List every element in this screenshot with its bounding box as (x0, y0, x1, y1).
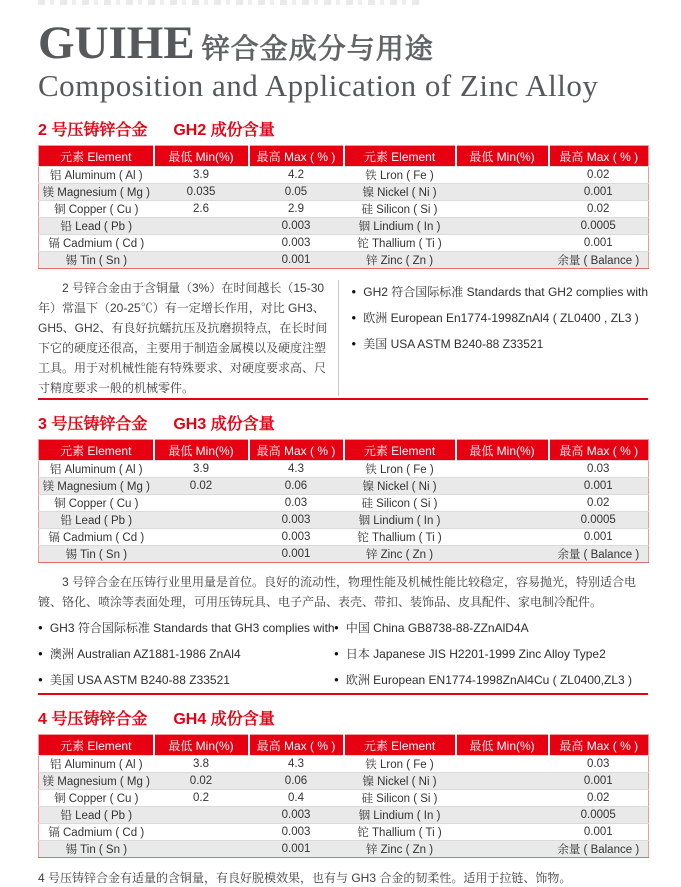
element-cell: 镉 Cadmium ( Cd ) (39, 529, 154, 546)
value-cell: 0.035 (154, 184, 249, 201)
value-cell: 0.003 (249, 529, 344, 546)
value-cell: 0.001 (549, 235, 649, 252)
section-title-gh3 (38, 411, 648, 434)
bullet-item: ● 美国 USA ASTM B240-88 Z33521 (38, 667, 334, 693)
gh3-standards-block (38, 615, 648, 693)
cut-off-header-text (38, 0, 423, 5)
table-row (39, 512, 649, 529)
column-header: 最低 Min(%) (456, 440, 549, 461)
value-cell (456, 773, 549, 790)
value-cell: 0.03 (549, 756, 649, 773)
value-cell (154, 807, 249, 824)
value-cell (456, 167, 549, 184)
page-title-en: Composition and Application of Zinc Alloy (38, 68, 599, 103)
element-cell: 镉 Cadmium ( Cd ) (39, 824, 154, 841)
value-cell: 0.05 (249, 184, 344, 201)
value-cell (154, 546, 249, 563)
gh3-standards-list-left (38, 615, 334, 693)
value-cell (456, 461, 549, 478)
value-cell (456, 807, 549, 824)
table-row (39, 546, 649, 563)
value-cell: 0.02 (549, 201, 649, 218)
bullet-item: ● 日本 Japanese JIS H2201-1999 Zinc Alloy Type2 (334, 641, 648, 667)
value-cell (456, 184, 549, 201)
value-cell (456, 824, 549, 841)
element-cell: 铅 Lead ( Pb ) (39, 807, 154, 824)
section-title-zh: 2 号压铸锌合金 (38, 122, 148, 139)
element-cell: 铁 Lron ( Fe ) (344, 756, 456, 773)
value-cell: 4.3 (249, 756, 344, 773)
value-cell: 0.02 (549, 495, 649, 512)
table-row (39, 235, 649, 252)
element-cell: 铅 Lead ( Pb ) (39, 512, 154, 529)
value-cell: 3.9 (154, 461, 249, 478)
value-cell (154, 529, 249, 546)
element-cell: 硅 Silicon ( Si ) (344, 201, 456, 218)
table-header-row (39, 440, 649, 461)
gh2-standards-list (351, 279, 648, 357)
value-cell: 0.001 (249, 841, 344, 858)
table-row (39, 478, 649, 495)
section-subtitle: GH2 成份含量 (173, 122, 275, 139)
bullet-item: ● 中国 China GB8738-88-ZZnAlD4A (334, 615, 648, 641)
table-row (39, 756, 649, 773)
table-row (39, 824, 649, 841)
column-header: 元素 Element (344, 735, 456, 756)
value-cell (154, 512, 249, 529)
value-cell (154, 235, 249, 252)
element-cell: 铁 Lron ( Fe ) (344, 167, 456, 184)
gh2-description-block (38, 278, 648, 398)
table-row (39, 201, 649, 218)
column-header: 最低 Min(%) (154, 146, 249, 167)
element-cell: 铊 Thallium ( Ti ) (344, 529, 456, 546)
section-title-gh2 (38, 117, 648, 140)
element-cell: 铝 Aluminum ( Al ) (39, 461, 154, 478)
element-cell: 铁 Lron ( Fe ) (344, 461, 456, 478)
red-rule (38, 693, 648, 695)
table-row (39, 252, 649, 269)
element-cell: 铜 Copper ( Cu ) (39, 790, 154, 807)
value-cell: 0.06 (249, 478, 344, 495)
value-cell: 余量 ( Balance ) (549, 841, 649, 858)
element-cell: 镁 Magnesium ( Mg ) (39, 478, 154, 495)
value-cell: 0.001 (549, 824, 649, 841)
table-row (39, 773, 649, 790)
element-cell: 锌 Zinc ( Zn ) (344, 841, 456, 858)
red-rule (38, 398, 648, 400)
bullet-item: ● 澳洲 Australian AZ1881-1986 ZnAl4 (38, 641, 334, 667)
table-row (39, 807, 649, 824)
value-cell (456, 529, 549, 546)
value-cell: 余量 ( Balance ) (549, 546, 649, 563)
element-cell: 锡 Tin ( Sn ) (39, 252, 154, 269)
page-header (38, 17, 648, 69)
table-row (39, 184, 649, 201)
column-header: 最高 Max ( % ) (549, 146, 649, 167)
column-header: 元素 Element (39, 440, 154, 461)
column-header: 最低 Min(%) (456, 146, 549, 167)
value-cell (154, 824, 249, 841)
column-header: 最高 Max ( % ) (249, 735, 344, 756)
table-row (39, 218, 649, 235)
value-cell (154, 841, 249, 858)
composition-table-gh4 (38, 734, 649, 858)
column-header: 最高 Max ( % ) (549, 440, 649, 461)
table-row (39, 495, 649, 512)
value-cell: 0.001 (549, 478, 649, 495)
value-cell (456, 546, 549, 563)
column-header: 最低 Min(%) (154, 735, 249, 756)
element-cell: 锡 Tin ( Sn ) (39, 546, 154, 563)
element-cell: 铟 Lindium ( In ) (344, 807, 456, 824)
value-cell (456, 218, 549, 235)
value-cell (456, 495, 549, 512)
section-title-gh4 (38, 706, 648, 729)
value-cell: 3.8 (154, 756, 249, 773)
element-cell: 硅 Silicon ( Si ) (344, 495, 456, 512)
element-cell: 镍 Nickel ( Ni ) (344, 184, 456, 201)
value-cell (456, 756, 549, 773)
value-cell: 0.003 (249, 512, 344, 529)
element-cell: 锡 Tin ( Sn ) (39, 841, 154, 858)
element-cell: 镍 Nickel ( Ni ) (344, 773, 456, 790)
element-cell: 镉 Cadmium ( Cd ) (39, 235, 154, 252)
brand-logo-text: GUIHE (38, 17, 195, 69)
element-cell: 铜 Copper ( Cu ) (39, 201, 154, 218)
column-header: 元素 Element (344, 146, 456, 167)
section-title-zh: 4 号压铸锌合金 (38, 711, 148, 728)
value-cell: 4.2 (249, 167, 344, 184)
column-header: 元素 Element (39, 735, 154, 756)
element-cell: 铜 Copper ( Cu ) (39, 495, 154, 512)
value-cell: 0.003 (249, 824, 344, 841)
gh2-paragraph: 2 号锌合金由于含铜量（3%）在时间越长（15-30 年）常温下（20-25℃）有一定增长作用，对比 GH3、GH5、GH2、有良好抗蠕抗压及抗磨损特点，在长时间下它的硬度还很高，主要用于制造金属模以及硬度注塑工具。用于对机械性能有特殊要求、对硬度要求高、尺寸精度要求一般的机械零件。 (38, 281, 328, 395)
bullet-item: ● 美国 USA ASTM B240-88 Z33521 (351, 331, 648, 357)
element-cell: 镍 Nickel ( Ni ) (344, 478, 456, 495)
table-row (39, 461, 649, 478)
element-cell: 锌 Zinc ( Zn ) (344, 252, 456, 269)
value-cell: 0.003 (249, 807, 344, 824)
bullet-item: ● 欧洲 European EN1774-1998ZnAl4Cu ( ZL0400,ZL3 ) (334, 667, 648, 693)
composition-table-gh3 (38, 439, 649, 563)
element-cell: 铅 Lead ( Pb ) (39, 218, 154, 235)
value-cell: 0.02 (154, 478, 249, 495)
value-cell: 0.03 (549, 461, 649, 478)
value-cell (154, 495, 249, 512)
value-cell (456, 252, 549, 269)
column-header: 最低 Min(%) (456, 735, 549, 756)
table-row (39, 529, 649, 546)
value-cell: 0.001 (549, 529, 649, 546)
value-cell: 4.3 (249, 461, 344, 478)
element-cell: 铟 Lindium ( In ) (344, 512, 456, 529)
table-header-row (39, 735, 649, 756)
element-cell: 铝 Aluminum ( Al ) (39, 167, 154, 184)
value-cell: 0.0005 (549, 218, 649, 235)
value-cell: 0.02 (154, 773, 249, 790)
value-cell (154, 252, 249, 269)
value-cell: 0.003 (249, 235, 344, 252)
value-cell: 0.02 (549, 790, 649, 807)
column-header: 最高 Max ( % ) (249, 146, 344, 167)
value-cell: 0.02 (549, 167, 649, 184)
value-cell: 2.9 (249, 201, 344, 218)
value-cell (456, 841, 549, 858)
value-cell: 0.0005 (549, 512, 649, 529)
value-cell: 0.03 (249, 495, 344, 512)
value-cell: 0.0005 (549, 807, 649, 824)
value-cell: 0.001 (549, 184, 649, 201)
value-cell: 0.06 (249, 773, 344, 790)
column-header: 元素 Element (344, 440, 456, 461)
element-cell: 铝 Aluminum ( Al ) (39, 756, 154, 773)
bullet-item: ● GH3 符合国际标准 Standards that GH3 complies with (38, 615, 334, 641)
value-cell: 3.9 (154, 167, 249, 184)
value-cell: 0.4 (249, 790, 344, 807)
value-cell (456, 235, 549, 252)
value-cell (456, 478, 549, 495)
column-header: 最高 Max ( % ) (249, 440, 344, 461)
element-cell: 硅 Silicon ( Si ) (344, 790, 456, 807)
value-cell: 0.001 (549, 773, 649, 790)
gh3-standards-list-right (334, 615, 648, 693)
value-cell: 0.001 (249, 252, 344, 269)
value-cell: 0.003 (249, 218, 344, 235)
column-header: 最高 Max ( % ) (549, 735, 649, 756)
element-cell: 铊 Thallium ( Ti ) (344, 824, 456, 841)
section-subtitle: GH3 成份含量 (173, 416, 275, 433)
section-subtitle: GH4 成份含量 (173, 711, 275, 728)
column-header: 元素 Element (39, 146, 154, 167)
section-title-zh: 3 号压铸锌合金 (38, 416, 148, 433)
element-cell: 铟 Lindium ( In ) (344, 218, 456, 235)
element-cell: 铊 Thallium ( Ti ) (344, 235, 456, 252)
value-cell (456, 512, 549, 529)
bullet-item: ● 欧洲 European En1774-1998ZnAl4 ( ZL0400 , ZL3 ) (351, 305, 648, 331)
table-row (39, 167, 649, 184)
value-cell (456, 201, 549, 218)
value-cell (154, 218, 249, 235)
column-header: 最低 Min(%) (154, 440, 249, 461)
bullet-item: ● GH2 符合国际标准 Standards that GH2 complies with (351, 279, 648, 305)
element-cell: 镁 Magnesium ( Mg ) (39, 184, 154, 201)
element-cell: 锌 Zinc ( Zn ) (344, 546, 456, 563)
gh3-paragraph: 3 号锌合金在压铸行业里用量是首位。良好的流动性，物理性能及机械性能比较稳定，容易抛光，特别适合电镀、铬化、喷涂等表面处理，可用压铸玩具、电子产品、表壳、带扣、装饰品、皮具配件、家电制冷配件。 (38, 575, 637, 609)
table-header-row (39, 146, 649, 167)
value-cell: 0.2 (154, 790, 249, 807)
value-cell: 余量 ( Balance ) (549, 252, 649, 269)
composition-table-gh2 (38, 145, 649, 269)
table-row (39, 841, 649, 858)
page-title-zh: 锌合金成分与用途 (201, 33, 434, 64)
gh4-paragraph: 4 号压铸锌合金有适量的含铜量，有良好脱模效果，也有与 GH3 合金的韧柔性。适用于拉链、饰物。 (38, 871, 572, 885)
value-cell: 2.6 (154, 201, 249, 218)
value-cell: 0.001 (249, 546, 344, 563)
element-cell: 镁 Magnesium ( Mg ) (39, 773, 154, 790)
